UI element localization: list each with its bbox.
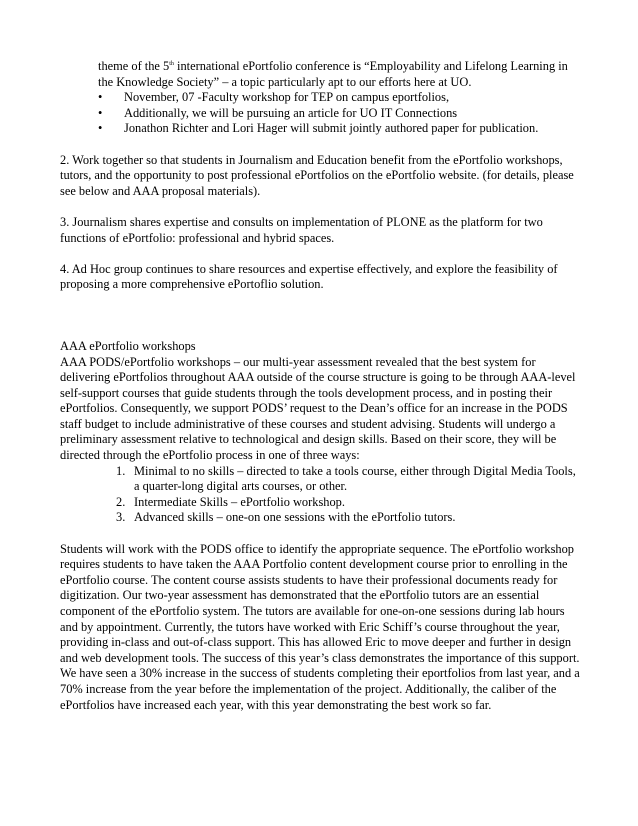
section-paragraph-1: AAA PODS/ePortfolio workshops – our multi-year assessment revealed that the best system for delivering ePortfolios throughout AAA outside of the course structure is going to be through AAA-level self-support courses that guide students through the tools development process, and in posting their ePortfolios. Consequently, we support PODS’ request to the Dean’s office for an increase in the PODS staff budget to include administrative of these courses and student advising. Students will undergo a preliminary assessment relative to technological and design skills. Based on their score, they will be directed through the ePortfolio process in one of three ways: [60,354,576,463]
ordinal-suffix: th [169,60,174,67]
skill-level-item: 2. Intermediate Skills – ePortfolio workshop. [116,494,345,509]
section-heading: AAA ePortfolio workshops [60,338,196,353]
document-page [60,59,580,713]
skill-level-item: 3. Advanced skills – one-on one sessions with the ePortfolio tutors. [116,510,456,525]
item-3-paragraph: 3. Journalism shares expertise and consults on implementation of PLONE as the platform for two functions of ePortfolio: professional and hybrid spaces. [60,214,543,245]
intro-bullet-list [98,90,580,137]
section-paragraph-2: Students will work with the PODS office to identify the appropriate sequence. The ePortfolio workshop requires students to have taken the AAA Portfolio content development course prior to enrolling in the ePortfolio course. The content course assists students to have their professional documents ready for digitization. Our two-year assessment has demonstrated that the ePortfolio tutors are an essential component of the ePortfolio system. The tutors are available for one-on-one sessions during lab hours and by appointment. Currently, the tutors have worked with Eric Schiff’s course throughout the year, providing in-class and out-of-class support. This has allowed Eric to move deeper and further in design and web development tools. The success of this year’s class demonstrates the importance of this support. We have seen a 30% increase in the success of students completing their eportfolios from last year, and a 70% increase from the year before the implementation of the project. Additionally, the caliber of the ePortfolios have increased each year, with this year demonstrating the best work so far. [60,541,580,712]
item-4-paragraph: 4. Ad Hoc group continues to share resources and expertise effectively, and explore the feasibility of proposing a more comprehensive ePortoflio solution. [60,261,558,292]
intro-prefix: theme of the 5 [98,59,170,73]
skill-levels-list [116,464,580,526]
bullet-item: • Jonathon Richter and Lori Hager will submit jointly authored paper for publication. [98,121,580,137]
skill-level-item: 1. Minimal to no skills – directed to take a tools course, either through Digital Media Tools, a quarter-long digital arts courses, or other. [116,463,576,494]
bullet-item: • November, 07 -Faculty workshop for TEP on campus eportfolios, [98,90,580,106]
intro-rest: international ePortfolio conference is “Employability and Lifelong Learning in the Knowledge Society” – a topic particularly apt to our efforts here at UO. [98,59,568,89]
intro-paragraph [98,59,580,90]
bullet-item: • Additionally, we will be pursuing an article for UO IT Connections [98,106,580,122]
item-2-paragraph: 2. Work together so that students in Journalism and Education benefit from the ePortfolio workshops, tutors, and the opportunity to post professional ePortfolios on the ePortfolio website. (for details, please see below and AAA proposal materials). [60,152,574,198]
